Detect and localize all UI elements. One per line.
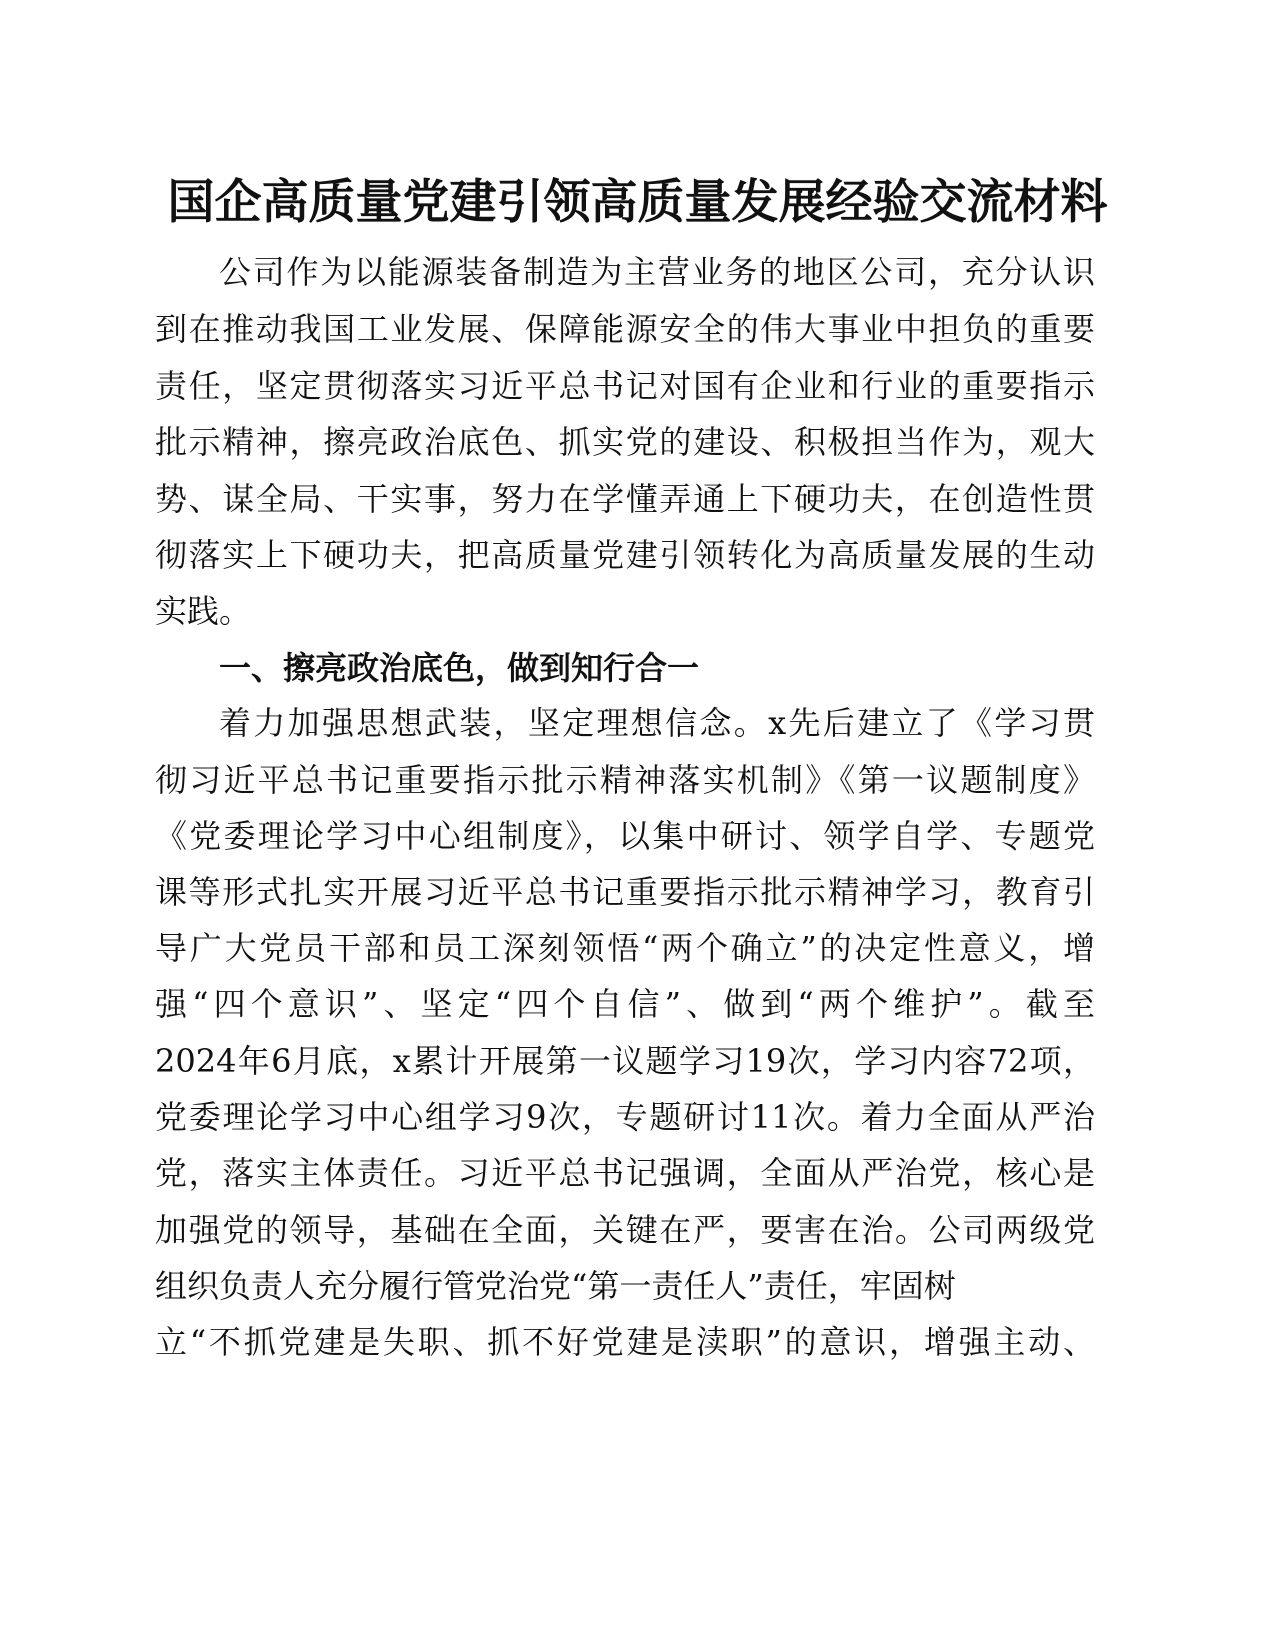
paragraph-line: 2024年6月底，x累计开展第一议题学习19次，学习内容72项，	[155, 1042, 1095, 1080]
paragraph-line: 批示精神，擦亮政治底色、抓实党的建设、积极担当作为，观大	[155, 423, 1095, 461]
paragraph-line: 着力加强思想武装，坚定理想信念。x先后建立了《学习贯	[219, 704, 1095, 742]
paragraph-line: 《党委理论学习中心组制度》，以集中研讨、领学自学、专题党	[155, 817, 1095, 855]
paragraph-line: 实践。	[155, 592, 252, 630]
paragraph-line: 责任，坚定贯彻落实习近平总书记对国有企业和行业的重要指示	[155, 367, 1095, 405]
paragraph-line: 势、谋全局、干实事，努力在学懂弄通上下硬功夫，在创造性贯	[155, 480, 1095, 518]
paragraph-line: 到在推动我国工业发展、保障能源安全的伟大事业中担负的重要	[155, 310, 1095, 348]
paragraph-line: 彻习近平总书记重要指示批示精神落实机制》《第一议题制度》	[155, 761, 1095, 799]
paragraph-line: 加强党的领导，基础在全面，关键在严，要害在治。公司两级党	[155, 1211, 1095, 1249]
paragraph-line: 彻落实上下硬功夫，把高质量党建引领转化为高质量发展的生动	[155, 536, 1095, 574]
paragraph-line: 课等形式扎实开展习近平总书记重要指示批示精神学习，教育引	[155, 873, 1095, 911]
paragraph-line: 立“不抓党建是失职、抓不好党建是渎职”的意识，增强主动、	[155, 1323, 1095, 1361]
paragraph-line: 党，落实主体责任。习近平总书记强调，全面从严治党，核心是	[155, 1154, 1095, 1192]
section-heading: 一、擦亮政治底色，做到知行合一	[219, 649, 700, 687]
paragraph-line: 公司作为以能源装备制造为主营业务的地区公司，充分认识	[219, 253, 1095, 291]
paragraph-line: 导广大党员干部和员工深刻领悟“两个确立”的决定性意义，增	[155, 929, 1095, 967]
paragraph-line: 党委理论学习中心组学习9次，专题研讨11次。着力全面从严治	[155, 1098, 1095, 1136]
document-title: 国企高质量党建引领高质量发展经验交流材料	[167, 175, 1108, 230]
paragraph-line: 强“四个意识”、坚定“四个自信”、做到“两个维护”。截至	[155, 985, 1095, 1023]
paragraph-line: 组织负责人充分履行管党治党“第一责任人”责任，牢固树	[155, 1267, 956, 1305]
